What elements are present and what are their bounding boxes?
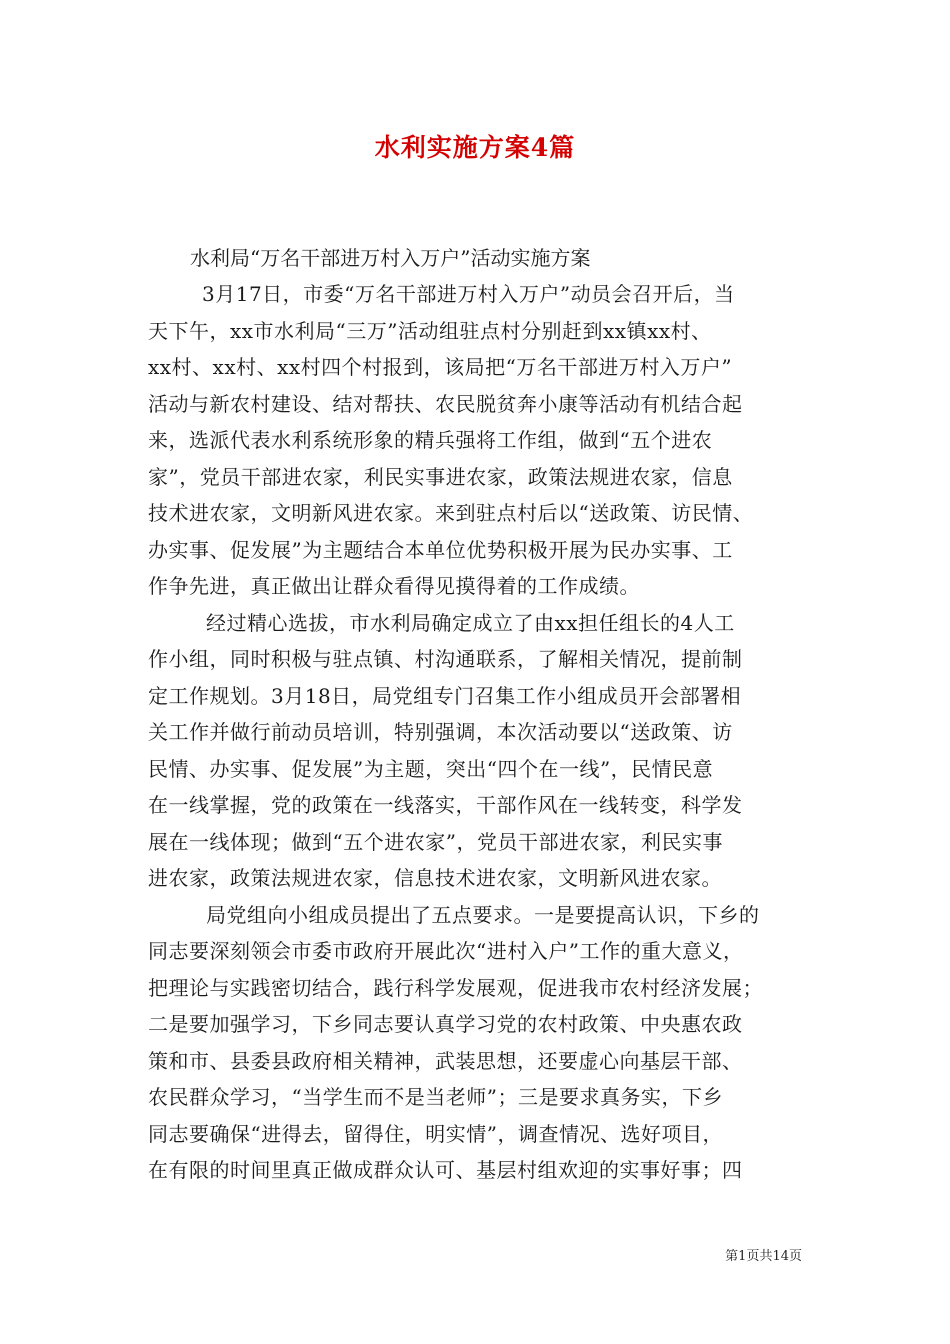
text-line: xx村、xx村、xx村四个村报到，该局把“万名干部进万村入万户” — [148, 355, 733, 379]
text-line: 来，选派代表水利系统形象的精兵强将工作组，做到“五个进农 — [148, 428, 713, 452]
text-line: 3月17日，市委“万名干部进万村入万户”动员会召开后，当 — [202, 282, 735, 306]
paragraph-1 — [148, 276, 808, 605]
text-line: 经过精心选拔，市水利局确定成立了由xx担任组长的4人工 — [206, 610, 735, 635]
text-line: 作争先进，真正做出让群众看得见摸得着的工作成绩。 — [148, 574, 640, 598]
text-line: 二是要加强学习，下乡同志要认真学习党的农村政策、中央惠农政 — [148, 1012, 743, 1036]
text-line: 进农家，政策法规进农家，信息技术进农家，文明新风进农家。 — [148, 866, 722, 890]
text-line: 活动与新农村建设、结对帮扶、农民脱贫奔小康等活动有机结合起 — [148, 391, 743, 416]
document-title: 水利实施方案4篇 — [374, 133, 576, 162]
text-line: 民情、办实事、促发展”为主题，突出“四个在一线”，民情民意 — [148, 756, 714, 781]
text-line: 作小组，同时积极与驻点镇、村沟通联系，了解相关情况，提前制 — [148, 647, 743, 671]
text-line: 策和市、县委县政府相关精神，武装思想，还要虚心向基层干部、 — [148, 1048, 743, 1073]
document-body — [148, 276, 808, 1189]
text-line: 天下午，xx市水利局“三万”活动组驻点村分别赶到xx镇xx村、 — [148, 318, 712, 343]
text-line: 把理论与实践密切结合，践行科学发展观，促进我市农村经济发展； — [148, 975, 763, 1000]
paragraph-2 — [148, 605, 808, 897]
page-number: 第1页共14页 — [725, 1249, 802, 1264]
text-line: 办实事、促发展”为主题结合本单位优势积极开展为民办实事、工 — [148, 537, 733, 562]
text-line: 家”，党员干部进农家，利民实事进农家，政策法规进农家，信息 — [148, 464, 733, 489]
text-line: 关工作并做行前动员培训，特别强调，本次活动要以“送政策、访 — [148, 720, 733, 744]
paragraph-3 — [148, 897, 808, 1189]
text-line: 技术进农家，文明新风进农家。来到驻点村后以“送政策、访民情、 — [148, 501, 754, 525]
text-line: 局党组向小组成员提出了五点要求。一是要提高认识，下乡的 — [206, 902, 760, 927]
text-line: 在有限的时间里真正做成群众认可、基层村组欢迎的实事好事；四 — [148, 1158, 743, 1182]
document-subtitle: 水利局“万名干部进万村入万户”活动实施方案 — [190, 246, 591, 270]
text-line: 同志要确保“进得去，留得住，明实情”，调查情况、选好项目， — [148, 1121, 723, 1146]
text-line: 在一线掌握，党的政策在一线落实，干部作风在一线转变，科学发 — [148, 793, 743, 817]
text-line: 展在一线体现；做到“五个进农家”，党员干部进农家，利民实事 — [148, 829, 723, 854]
text-line: 定工作规划。3月18日，局党组专门召集工作小组成员开会部署相 — [148, 683, 742, 708]
text-line: 同志要深刻领会市委市政府开展此次“进村入户”工作的重大意义， — [148, 939, 744, 963]
text-line: 农民群众学习，“当学生而不是当老师”；三是要求真务实，下乡 — [148, 1085, 723, 1109]
